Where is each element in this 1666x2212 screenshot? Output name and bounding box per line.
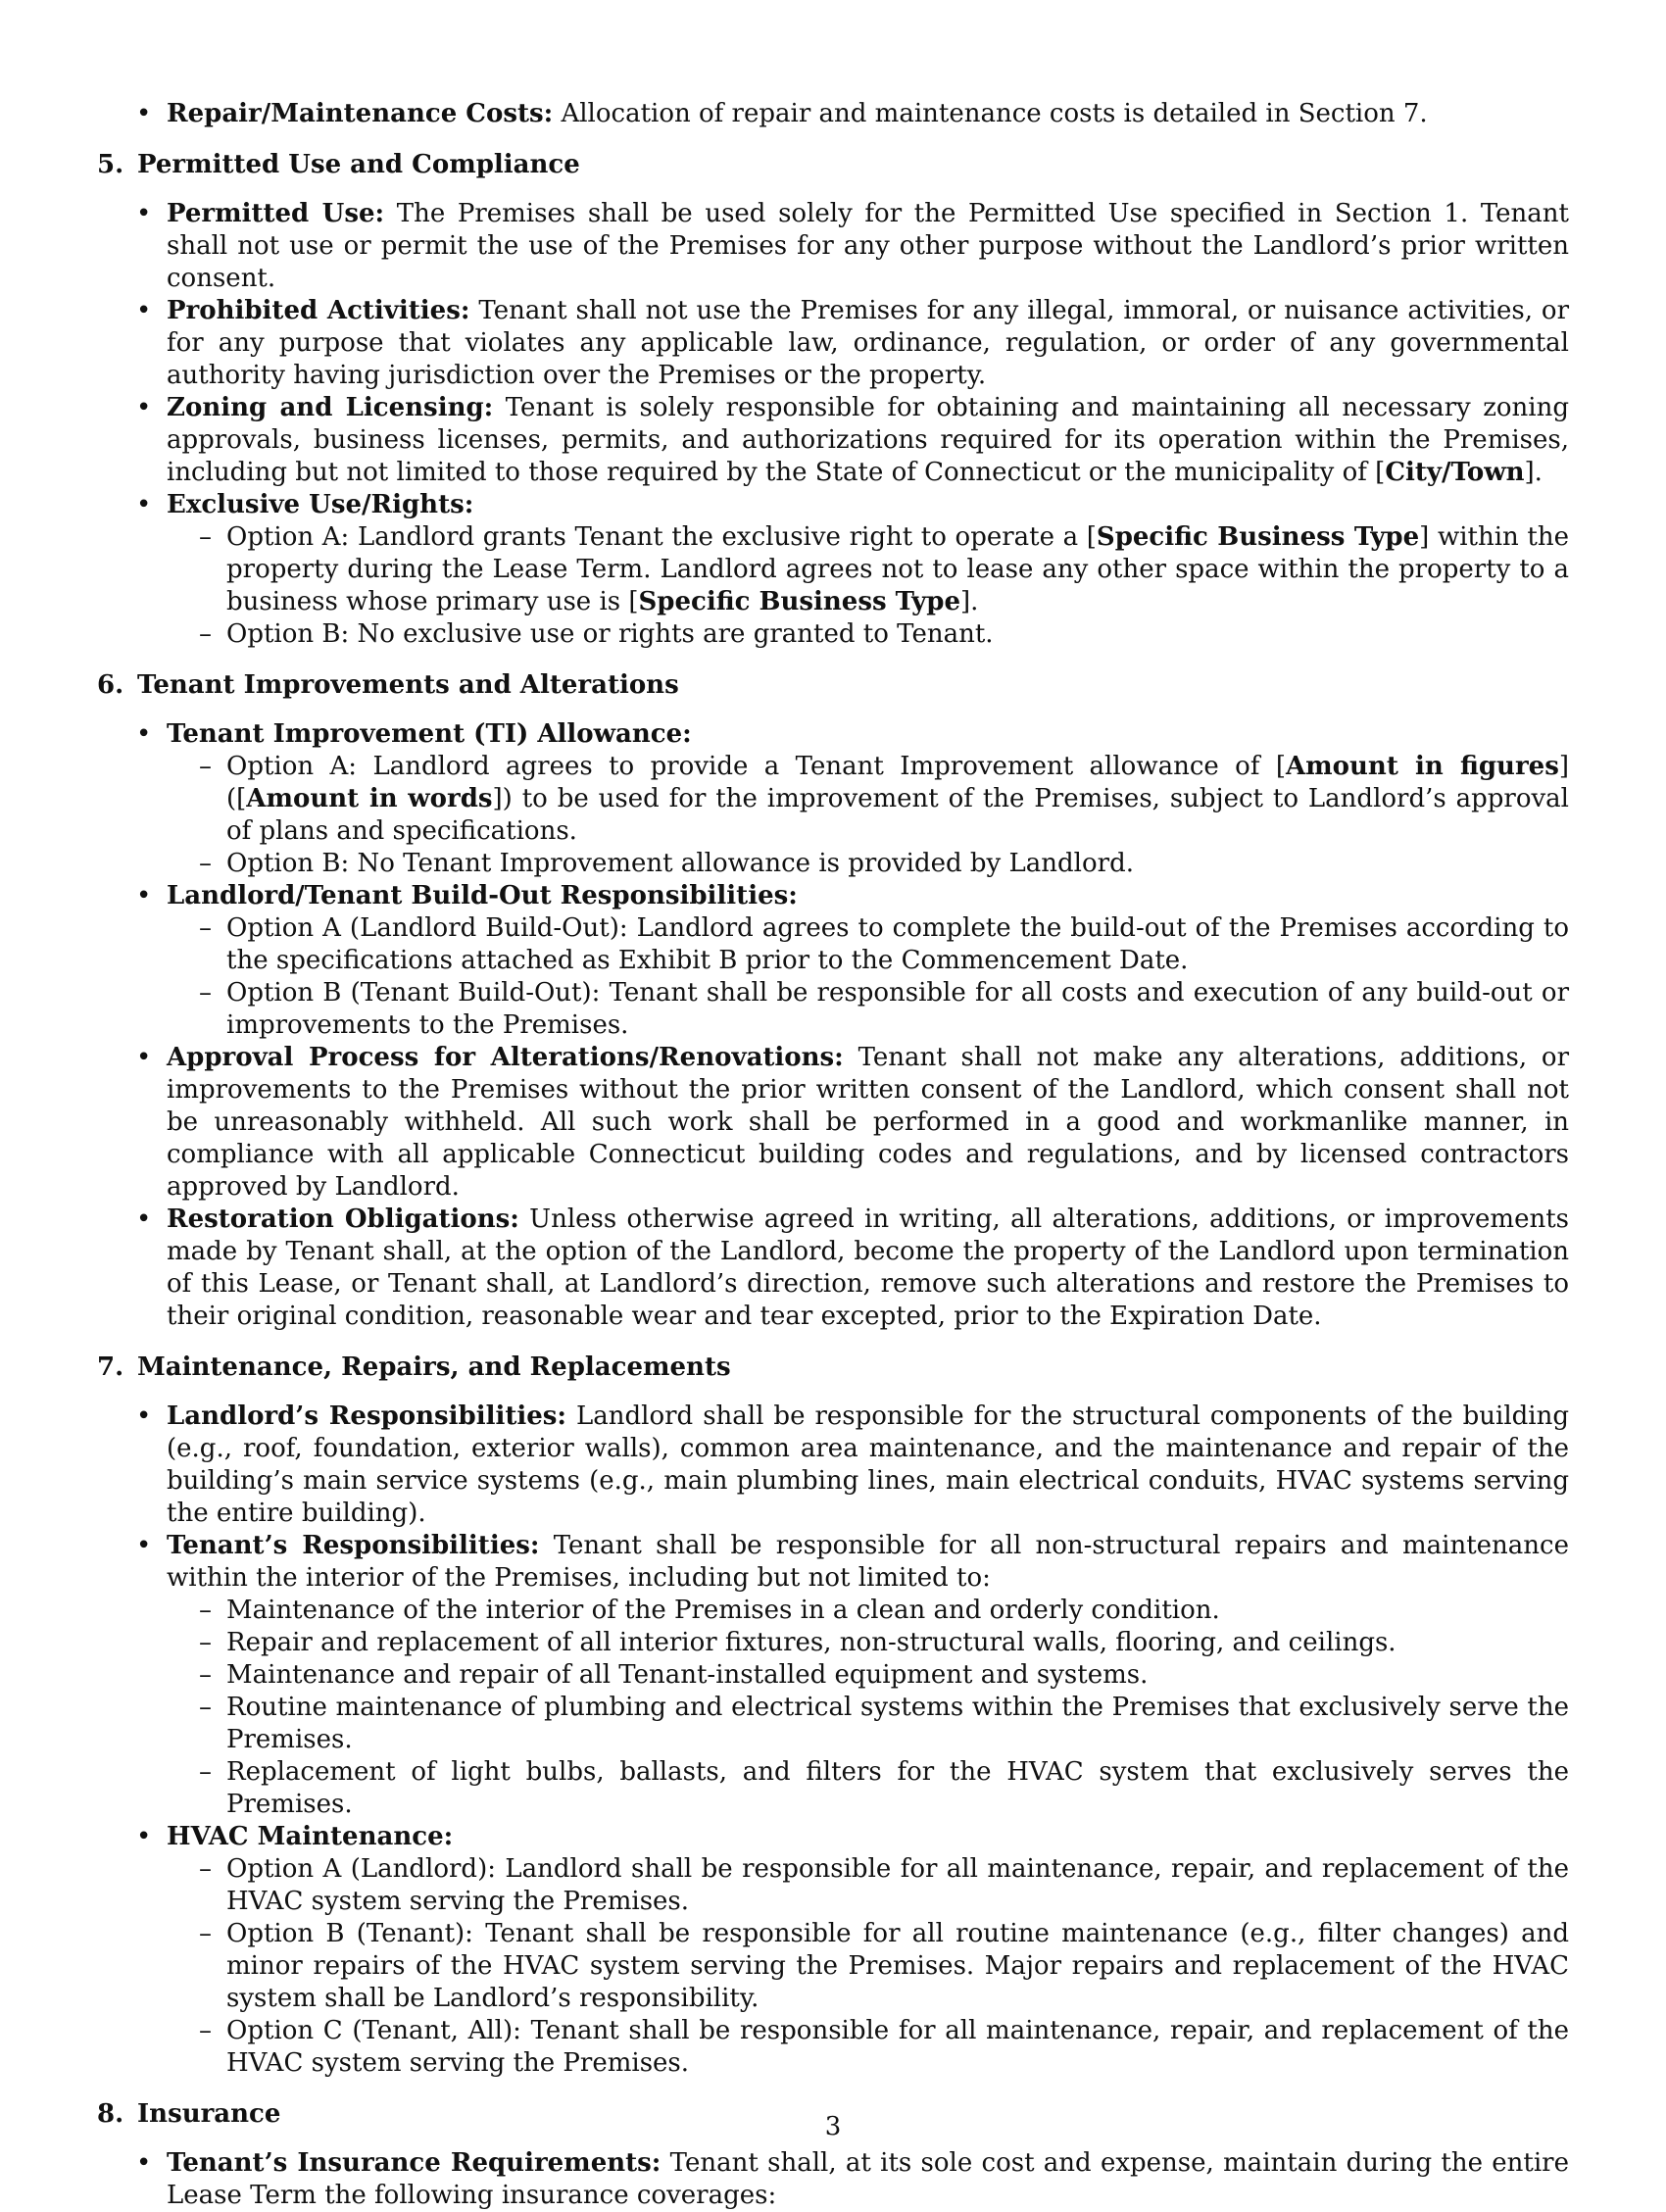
option-a: – Option A (Landlord): Landlord shall be responsible for all maintenance, repair, and replacement of the HVAC system serving the Premises. bbox=[167, 1853, 1569, 1918]
placeholder-city-town: City/Town bbox=[1385, 458, 1525, 487]
placeholder-amount-words: Amount in words bbox=[246, 784, 493, 813]
item-label: Tenant’s Insurance Requirements: bbox=[167, 2148, 662, 2178]
item-label: Landlord/Tenant Build-Out Responsibilities: bbox=[167, 881, 798, 910]
ti-options bbox=[167, 751, 1569, 880]
item-label: Landlord’s Responsibilities: bbox=[167, 1401, 566, 1431]
page-number: 3 bbox=[824, 2112, 842, 2141]
list-item-exclusive-use bbox=[97, 489, 1569, 651]
item-text: The Premises shall be used solely for the Permitted Use specified in Section 1. Tenant shall not use or permit the use of the Premises for any other purpose without the Landlord’s prior written consent. bbox=[167, 199, 1569, 293]
list-item-ti-allowance bbox=[97, 718, 1569, 880]
item-label: Restoration Obligations: bbox=[167, 1204, 519, 1234]
hvac-options bbox=[167, 1853, 1569, 2080]
item-label: Approval Process for Alterations/Renovations: bbox=[167, 1043, 844, 1072]
list-item: – Maintenance and repair of all Tenant-installed equipment and systems. bbox=[167, 1659, 1569, 1692]
build-out-options bbox=[167, 912, 1569, 1042]
option-text: ]. bbox=[960, 587, 979, 616]
option-b: – Option B (Tenant Build-Out): Tenant shall be responsible for all costs and execution of any build-out or improvements to the Premises. bbox=[167, 977, 1569, 1042]
section-6-list bbox=[97, 718, 1569, 1333]
item-label: Tenant Improvement (TI) Allowance: bbox=[167, 719, 692, 749]
item-label: Exclusive Use/Rights: bbox=[167, 490, 474, 519]
list-item-tenant-insurance bbox=[97, 2147, 1569, 2212]
list-item-tenant-responsibilities bbox=[97, 1530, 1569, 1821]
item-text: Tenant is solely responsible for obtaining and maintaining all necessary zoning approvals, business licenses, permits, and authorizations required for its operation within the Premises, including but not limited to those required by the State of Connecticut or the municipality of bbox=[167, 393, 1569, 487]
item-text: Tenant shall be responsible for all non-structural repairs and maintenance within the interior of the Premises, including but not limited to: bbox=[167, 1531, 1569, 1593]
list-item-landlord-responsibilities bbox=[97, 1401, 1569, 1530]
placeholder-business-type: Specific Business Type bbox=[638, 587, 960, 616]
section-number: 6. bbox=[97, 670, 124, 700]
list-item: – Replacement of light bulbs, ballasts, and filters for the HVAC system that exclusively serves the Premises. bbox=[167, 1756, 1569, 1821]
list-item-hvac-maintenance bbox=[97, 1821, 1569, 2080]
option-text: Option A: Landlord grants Tenant the exclusive right to operate a [ bbox=[226, 522, 1097, 552]
item-text: Tenant shall, at its sole cost and expense, maintain during the entire Lease Term the following insurance coverages: bbox=[167, 2148, 1569, 2210]
item-label: Tenant’s Responsibilities: bbox=[167, 1531, 540, 1560]
bracket-close: ]. bbox=[1524, 458, 1543, 487]
option-b: – Option B: No Tenant Improvement allowance is provided by Landlord. bbox=[167, 848, 1569, 880]
section-heading-6 bbox=[97, 669, 1569, 702]
option-text: ]) to be used for the improvement of the Premises, subject to Landlord’s approval of plans and specifications. bbox=[226, 784, 1569, 846]
item-text: Landlord shall be responsible for the structural components of the building (e.g., roof, foundation, exterior walls), common area maintenance, and the maintenance and repair of the building’s main service systems (e.g., main plumbing lines, main electrical conduits, HVAC systems serving the entire building). bbox=[167, 1401, 1570, 1528]
section-title: Tenant Improvements and Alterations bbox=[137, 670, 679, 700]
placeholder-business-type: Specific Business Type bbox=[1096, 522, 1420, 552]
list-item: – Routine maintenance of plumbing and electrical systems within the Premises that exclusively serve the Premises. bbox=[167, 1692, 1569, 1756]
bracket-open: [ bbox=[1375, 458, 1386, 487]
list-item: – Repair and replacement of all interior fixtures, non-structural walls, flooring, and ceilings. bbox=[167, 1627, 1569, 1659]
item-label: Prohibited Activities: bbox=[167, 296, 470, 325]
section-number: 8. bbox=[97, 2099, 124, 2129]
option-text: Option A: Landlord agrees to provide a Tenant Improvement allowance of [ bbox=[226, 752, 1286, 781]
tenant-responsibility-items bbox=[167, 1595, 1569, 1821]
document-body bbox=[97, 98, 1569, 2212]
section-number: 7. bbox=[97, 1352, 124, 1382]
section-heading-7 bbox=[97, 1352, 1569, 1384]
list-item-zoning-licensing bbox=[97, 392, 1569, 489]
placeholder-amount-figures: Amount in figures bbox=[1285, 752, 1559, 781]
list-item-prohibited-activities bbox=[97, 295, 1569, 392]
exclusive-use-options bbox=[167, 521, 1569, 651]
item-text: Unless otherwise agreed in writing, all alterations, additions, or improvements made by Tenant shall, at the option of the Landlord, become the property of the Landlord upon termination of this Lease, or Tenant shall, at Landlord’s direction, remove such alterations and restore the Premises to their original condition, reasonable wear and tear excepted, prior to the Expiration Date. bbox=[167, 1204, 1570, 1331]
list-item-restoration bbox=[97, 1204, 1569, 1333]
list-item-approval-process bbox=[97, 1042, 1569, 1204]
option-c: – Option C (Tenant, All): Tenant shall be responsible for all maintenance, repair, and replacement of the HVAC system serving the Premises. bbox=[167, 2015, 1569, 2080]
item-text: Tenant shall not make any alterations, additions, or improvements to the Premises without the prior written consent of the Landlord, which consent shall not be unreasonably withheld. All such work shall be performed in a good and workmanlike manner, in compliance with all applicable Connecticut building codes and regulations, and by licensed contractors approved by Landlord. bbox=[167, 1043, 1569, 1202]
item-label: Repair/Maintenance Costs: bbox=[167, 99, 554, 128]
section-7-list bbox=[97, 1401, 1569, 2080]
section-5-list bbox=[97, 198, 1569, 651]
option-b: – Option B (Tenant): Tenant shall be responsible for all routine maintenance (e.g., filter changes) and minor repairs of the HVAC system serving the Premises. Major repairs and replacement of the HVAC system shall be Landlord’s responsibility. bbox=[167, 1918, 1569, 2015]
section-title: Insurance bbox=[137, 2099, 281, 2129]
list-item: – Maintenance of the interior of the Premises in a clean and orderly condition. bbox=[167, 1595, 1569, 1627]
item-text: Tenant shall not use the Premises for any illegal, immoral, or nuisance activities, or for any purpose that violates any applicable law, ordinance, regulation, or order of any governmental authority having jurisdiction over the Premises or the property. bbox=[167, 296, 1570, 390]
option-a bbox=[167, 751, 1569, 848]
item-label: HVAC Maintenance: bbox=[167, 1822, 454, 1851]
option-text: ] within the property during the Lease Term. Landlord agrees not to lease any other space within the property to a business whose primary use is [ bbox=[226, 522, 1569, 616]
option-a: – Option A (Landlord Build-Out): Landlord agrees to complete the build-out of the Premises according to the specifications attached as Exhibit B prior to the Commencement Date. bbox=[167, 912, 1569, 977]
section-title: Permitted Use and Compliance bbox=[137, 150, 580, 179]
item-label: Zoning and Licensing: bbox=[167, 393, 494, 422]
section-4-tail-list bbox=[97, 98, 1569, 130]
item-text: Allocation of repair and maintenance costs is detailed in Section 7. bbox=[553, 99, 1428, 128]
section-8-list bbox=[97, 2147, 1569, 2212]
item-label: Permitted Use: bbox=[167, 199, 385, 228]
option-a bbox=[167, 521, 1569, 618]
list-item-build-out bbox=[97, 880, 1569, 1042]
section-heading-5 bbox=[97, 149, 1569, 181]
option-text: ] ([ bbox=[226, 752, 1569, 813]
section-title: Maintenance, Repairs, and Replacements bbox=[137, 1352, 731, 1382]
option-b: – Option B: No exclusive use or rights are granted to Tenant. bbox=[167, 618, 1569, 651]
list-item-repair-costs bbox=[97, 98, 1569, 130]
list-item-permitted-use bbox=[97, 198, 1569, 295]
section-number: 5. bbox=[97, 150, 124, 179]
